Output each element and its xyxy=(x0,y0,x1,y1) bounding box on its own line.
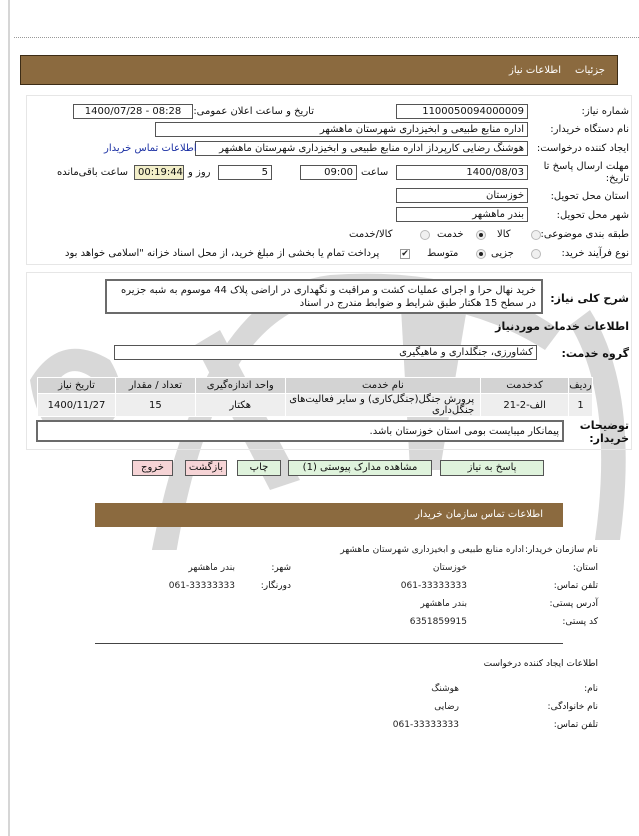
requester-first-name-label: نام: xyxy=(584,684,598,694)
deadline-time-label: ساعت xyxy=(361,167,389,178)
requester-last-name-value: رضایی xyxy=(434,702,459,712)
buyer-phone-value: 061-33333333 xyxy=(400,581,467,591)
payment-checkbox[interactable]: ✔ xyxy=(401,249,409,259)
buyer-fax-value: 061-33333333 xyxy=(168,581,235,591)
buyer-postal-code-label: کد پستی: xyxy=(562,617,598,627)
category-option-goods: کالا xyxy=(497,229,511,240)
announce-datetime-label: تاریخ و ساعت اعلان عمومی: xyxy=(193,106,314,117)
category-radio-service[interactable] xyxy=(476,230,486,240)
need-number-label: شماره نیاز: xyxy=(581,106,629,117)
deadline-time-field: 09:00 xyxy=(300,165,357,180)
service-group-label: گروه خدمت: xyxy=(561,347,629,360)
announce-datetime-field: 1400/07/28 - 08:28 xyxy=(73,104,193,119)
delivery-city-field: بندر ماهشهر xyxy=(396,207,528,222)
buyer-city-value: بندر ماهشهر xyxy=(188,563,235,573)
requester-contact-title: اطلاعات ایجاد کننده درخواست xyxy=(483,659,598,669)
delivery-city-label: شهر محل تحویل: xyxy=(556,210,629,221)
print-button[interactable]: چاپ xyxy=(237,460,281,476)
buyer-org-field: اداره منابع طبیعی و ابخیزداری شهرستان ماهشهر xyxy=(155,122,528,137)
buyer-phone-label: تلفن تماس: xyxy=(553,581,598,591)
process-radio-minor[interactable] xyxy=(531,249,541,259)
view-attachments-button[interactable]: مشاهده مدارک پیوستی (1) xyxy=(288,460,432,476)
tab-need-info[interactable]: اطلاعات نیاز xyxy=(509,64,562,76)
header-divider xyxy=(14,37,639,38)
buyer-notes-field: پیمانکار میبایست بومی استان خوزستان باشد. xyxy=(36,420,564,442)
remaining-days-field: 5 xyxy=(218,165,272,180)
page-left-border xyxy=(8,0,10,836)
category-option-goods-service: کالا/خدمت xyxy=(349,229,393,240)
summary-label: شرح کلی نیاز: xyxy=(550,292,629,305)
service-group-field: کشاورزی، جنگلداری و ماهیگیری xyxy=(114,345,537,360)
col-need-date: تاریخ نیاز xyxy=(38,378,116,394)
section-divider xyxy=(95,643,563,644)
category-radio-goods-service[interactable] xyxy=(420,230,430,240)
buyer-org-name-label: نام سازمان خریدار: xyxy=(525,545,598,555)
services-table xyxy=(37,377,593,417)
remaining-time-label: ساعت باقی‌مانده xyxy=(57,167,129,178)
buyer-fax-label: دورنگار: xyxy=(260,581,291,591)
buyer-city-label: شهر: xyxy=(271,563,291,573)
buyer-org-label: نام دستگاه خریدار: xyxy=(550,124,629,135)
requester-phone-value: 061-33333333 xyxy=(392,720,459,730)
col-service-code: کدخدمت xyxy=(481,378,569,394)
buyer-org-name-value: اداره منابع طبیعی و ابخیزداری شهرستان ماهشهر xyxy=(340,545,524,555)
services-heading: اطلاعات خدمات موردنیاز xyxy=(495,320,629,333)
buyer-postal-code-value: 6351859915 xyxy=(409,617,467,627)
need-number-field: 1100050094000009 xyxy=(396,104,528,119)
col-service-name: نام خدمت xyxy=(285,378,481,394)
table-row xyxy=(38,394,593,417)
col-quantity: تعداد / مقدار xyxy=(115,378,195,394)
buyer-province-value: خوزستان xyxy=(432,563,467,573)
reply-to-need-button[interactable]: پاسخ به نیاز xyxy=(440,460,544,476)
category-label: طبقه بندی موضوعی: xyxy=(540,229,629,240)
cell-need-date: 1400/11/27 xyxy=(38,394,116,417)
requester-phone-label: تلفن تماس: xyxy=(553,720,598,730)
requester-last-name-label: نام خانوادگی: xyxy=(547,702,598,712)
buyer-contact-section-bar xyxy=(95,503,563,527)
buyer-postal-address-label: آدرس پستی: xyxy=(549,599,598,609)
cell-quantity: 15 xyxy=(115,394,195,417)
category-option-service: خدمت xyxy=(437,229,464,240)
summary-text: خرید نهال حرا و اجرای عملیات کشت و مراقبت و نگهداری در اراضی پلاک 44 موسوم به شبه جزیره در سطح 15 هکتار طبق شرایط و ضوابط مندرج در اسناد xyxy=(105,279,543,314)
buyer-contact-link[interactable]: اطلاعات تماس خریدار xyxy=(104,143,197,154)
remaining-time-field: 00:19:44 xyxy=(134,165,184,180)
delivery-province-field: خوزستان xyxy=(396,188,528,203)
process-option-medium: متوسط xyxy=(427,248,459,259)
deadline-label-line2: تاریخ: xyxy=(605,173,629,184)
requester-first-name-value: هوشنگ xyxy=(431,684,459,694)
category-radio-goods[interactable] xyxy=(531,230,541,240)
top-nav-bar xyxy=(20,55,618,85)
tab-details[interactable]: جزئیات xyxy=(575,64,605,76)
deadline-date-field: 1400/08/03 xyxy=(396,165,528,180)
col-row-number: ردیف xyxy=(569,378,593,394)
cell-service-code: الف-2-21 xyxy=(481,394,569,417)
exit-button[interactable]: خروج xyxy=(132,460,173,476)
days-label: روز و xyxy=(188,167,211,178)
deadline-label-line1: مهلت ارسال پاسخ تا xyxy=(543,161,629,172)
cell-unit: هکتار xyxy=(195,394,285,417)
process-option-minor: جزیی xyxy=(491,248,514,259)
cell-service-name: پرورش جنگل(جنگل‌کاری) و سایر فعالیت‌های جنگل‌داری xyxy=(285,394,481,417)
delivery-province-label: استان محل تحویل: xyxy=(550,191,629,202)
col-unit: واحد اندازه‌گیری xyxy=(195,378,285,394)
buyer-contact-section-title: اطلاعات تماس سازمان خریدار xyxy=(415,509,543,520)
payment-checkbox-label: پرداخت تمام یا بخشی از مبلغ خرید، از محل اسناد خزانه "اسلامی خواهد بود xyxy=(65,248,380,259)
cell-row-number: 1 xyxy=(569,394,593,417)
services-table-header xyxy=(38,378,593,394)
buyer-province-label: استان: xyxy=(572,563,598,573)
requester-field: هوشنگ رضایی کارپرداز اداره منابع طبیعی و ابخیزداری شهرستان ماهشهر xyxy=(195,141,528,156)
buyer-postal-address-value: بندر ماهشهر xyxy=(420,599,467,609)
buyer-notes-label: توضیحات خریدار: xyxy=(579,419,629,445)
process-radio-medium[interactable] xyxy=(476,249,486,259)
back-button[interactable]: بازگشت xyxy=(185,460,227,476)
requester-label: ایجاد کننده درخواست: xyxy=(536,143,629,154)
process-type-label: نوع فرآیند خرید: xyxy=(561,248,629,259)
